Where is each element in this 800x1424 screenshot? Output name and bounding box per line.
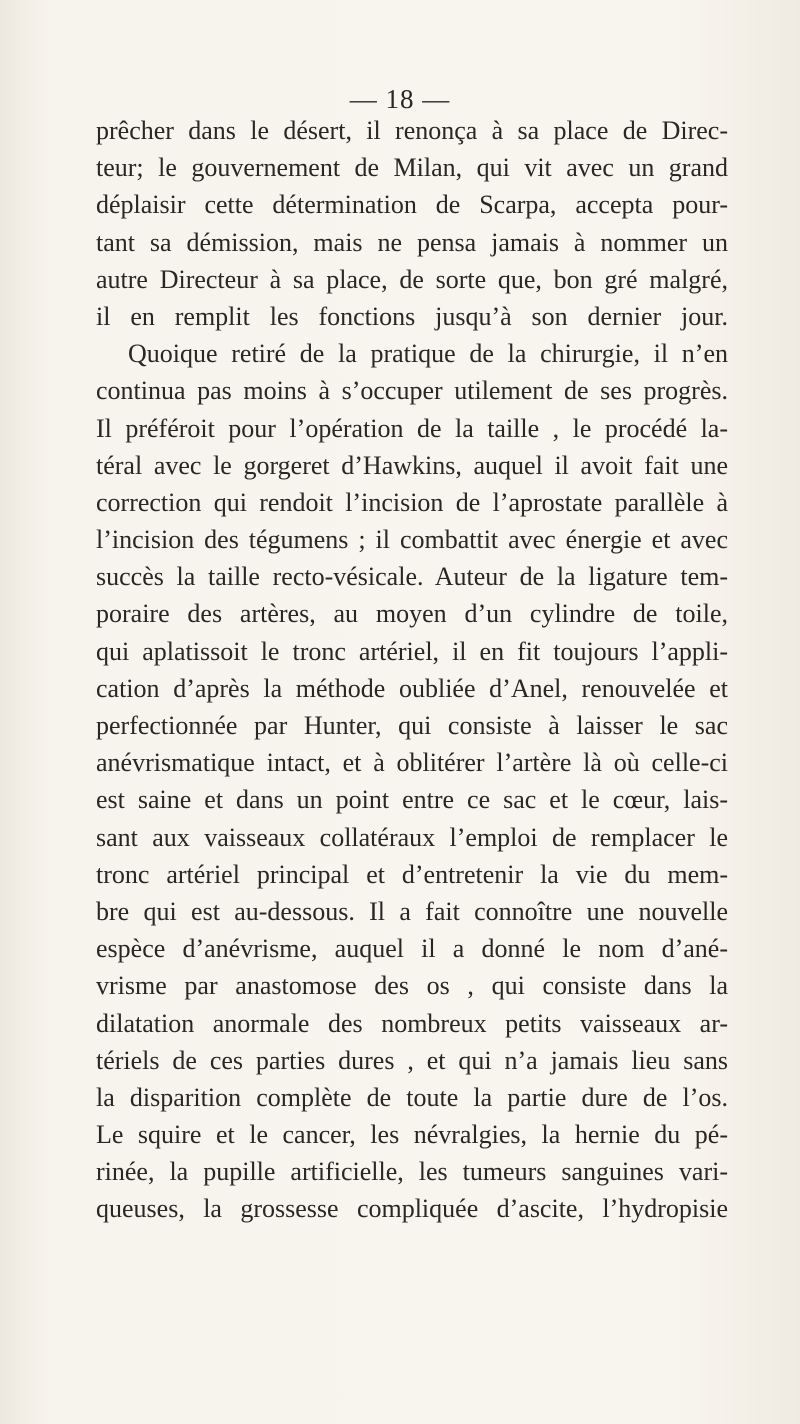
text-line: qui aplatissoit le tronc artériel, il en fit toujours l’appli-: [96, 636, 728, 666]
text-line: Il préféroit pour l’opération de la taille , le procédé la-: [96, 413, 728, 443]
text-line: il en remplit les fonctions jusqu’à son dernier jour.: [96, 301, 728, 331]
text-line: espèce d’anévrisme, auquel il a donné le nom d’ané-: [96, 934, 728, 964]
body-text: [96, 112, 728, 1228]
text-line: Le squire et le cancer, les névralgies, la hernie du pé-: [96, 1120, 728, 1150]
text-line: cation d’après la méthode oubliée d’Anel, renouvelée et: [96, 673, 728, 703]
text-line: tronc artériel principal et d’entretenir la vie du mem-: [96, 859, 728, 889]
text-line: autre Directeur à sa place, de sorte que, bon gré malgré,: [96, 264, 728, 294]
text-line: la disparition complète de toute la partie dure de l’os.: [96, 1082, 728, 1112]
text-line: rinée, la pupille artificielle, les tumeurs sanguines vari-: [96, 1157, 728, 1187]
text-line: est saine et dans un point entre ce sac et le cœur, lais-: [96, 785, 728, 815]
text-line: Quoique retiré de la pratique de la chirurgie, il n’en: [128, 339, 728, 369]
text-line: tant sa démission, mais ne pensa jamais à nommer un: [96, 227, 728, 257]
text-line: bre qui est au-dessous. Il a fait connoître une nouvelle: [96, 896, 728, 926]
text-line: teur; le gouvernement de Milan, qui vit avec un grand: [96, 153, 728, 183]
text-line: téral avec le gorgeret d’Hawkins, auquel il avoit fait une: [96, 450, 728, 480]
text-line: déplaisir cette détermination de Scarpa, accepta pour-: [96, 190, 728, 220]
text-line: succès la taille recto-vésicale. Auteur de la ligature tem-: [96, 562, 728, 592]
text-line: continua pas moins à s’occuper utilement de ses progrès.: [96, 376, 728, 406]
text-line: l’incision des tégumens ; il combattit avec énergie et avec: [96, 525, 728, 555]
text-line: sant aux vaisseaux collatéraux l’emploi de remplacer le: [96, 822, 728, 852]
text-line: queuses, la grossesse compliquée d’ascite, l’hydropisie: [96, 1194, 728, 1224]
text-line: prêcher dans le désert, il renonça à sa place de Direc-: [96, 116, 728, 145]
text-line: dilatation anormale des nombreux petits vaisseaux ar-: [96, 1008, 728, 1038]
text-line: tériels de ces parties dures , et qui n’a jamais lieu sans: [96, 1045, 728, 1075]
text-line: vrisme par anastomose des os , qui consiste dans la: [96, 971, 728, 1001]
text-line: perfectionnée par Hunter, qui consiste à laisser le sac: [96, 711, 728, 740]
text-line: anévrismatique intact, et à oblitérer l’artère là où celle-ci: [96, 748, 728, 778]
text-line: poraire des artères, au moyen d’un cylindre de toile,: [96, 599, 728, 629]
page-number-header: — 18 —: [349, 84, 451, 114]
text-line: correction qui rendoit l’incision de l’aprostate parallèle à: [96, 487, 728, 517]
